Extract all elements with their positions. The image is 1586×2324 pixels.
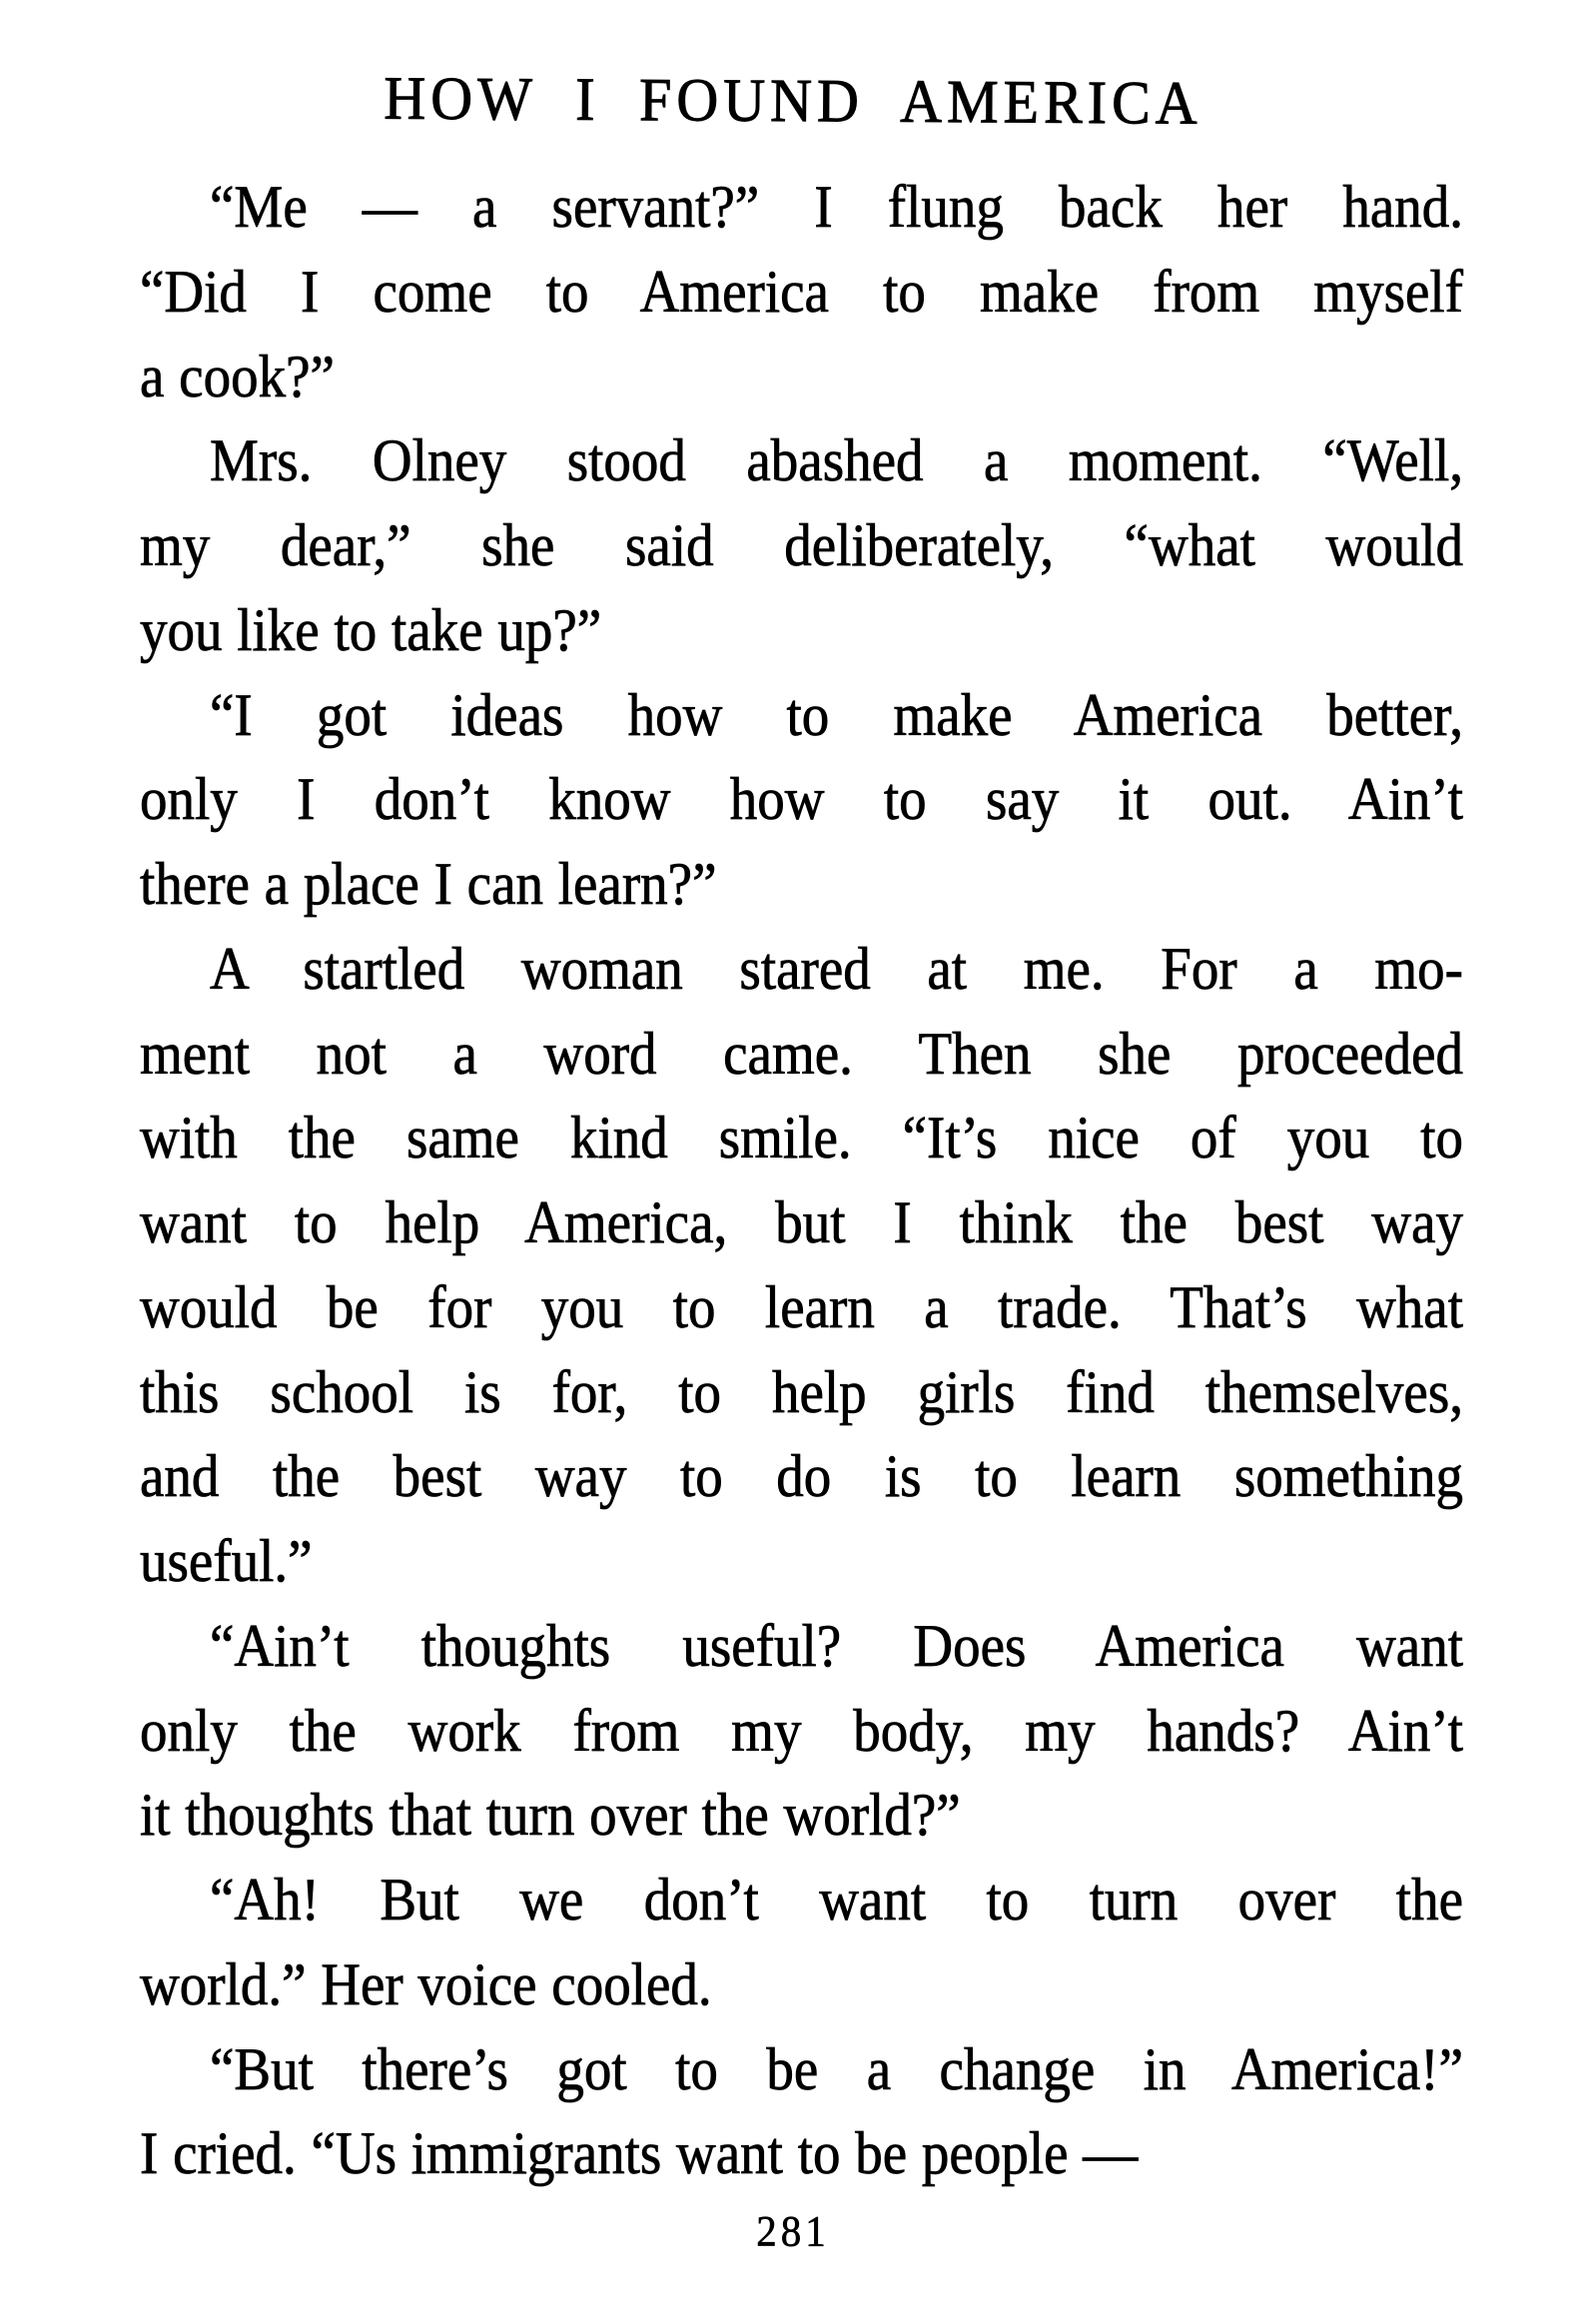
text-line: this school is for, to help girls find themselves,: [140, 1357, 1463, 1425]
text-line: a cook?”: [140, 342, 335, 409]
text-line: A startled woman stared at me. For a mo-: [210, 934, 1463, 1002]
text-line: “But there’s got to be a change in America!”: [210, 2034, 1463, 2102]
text-line: would be for you to learn a trade. That’s what: [140, 1272, 1463, 1340]
text-line: “I got ideas how to make America better,: [210, 680, 1463, 748]
text-line: “Me — a servant?” I flung back her hand.: [210, 172, 1463, 240]
text-line: with the same kind smile. “It’s nice of you to: [140, 1104, 1463, 1171]
text-line: useful.”: [140, 1526, 313, 1594]
page-number: 281: [756, 2206, 830, 2256]
text-line: ment not a word came. Then she proceeded: [140, 1019, 1463, 1087]
text-line: “Did I come to America to make from myself: [140, 257, 1463, 325]
text-line: and the best way to do is to learn something: [140, 1442, 1463, 1510]
text-line: my dear,” she said deliberately, “what would: [140, 510, 1463, 578]
body-text: [140, 165, 1463, 2196]
text-line: Mrs. Olney stood abashed a moment. “Well,: [210, 426, 1463, 494]
text-line: it thoughts that turn over the world?”: [140, 1781, 961, 1849]
text-line: want to help America, but I think the best way: [140, 1187, 1463, 1255]
text-line: only I don’t know how to say it out. Ain’t: [140, 765, 1463, 833]
text-line: “Ah! But we don’t want to turn over the: [210, 1865, 1463, 1933]
text-line: only the work from my body, my hands? Ain’t: [140, 1696, 1463, 1764]
text-line: “Ain’t thoughts useful? Does America want: [210, 1611, 1463, 1679]
text-line: world.” Her voice cooled.: [140, 1949, 712, 2017]
text-line: you like to take up?”: [140, 595, 602, 663]
chapter-title: HOW I FOUND AMERICA: [384, 63, 1202, 138]
text-line: there a place I can learn?”: [140, 849, 717, 917]
text-line: I cried. “Us immigrants want to be people —: [140, 2119, 1139, 2187]
